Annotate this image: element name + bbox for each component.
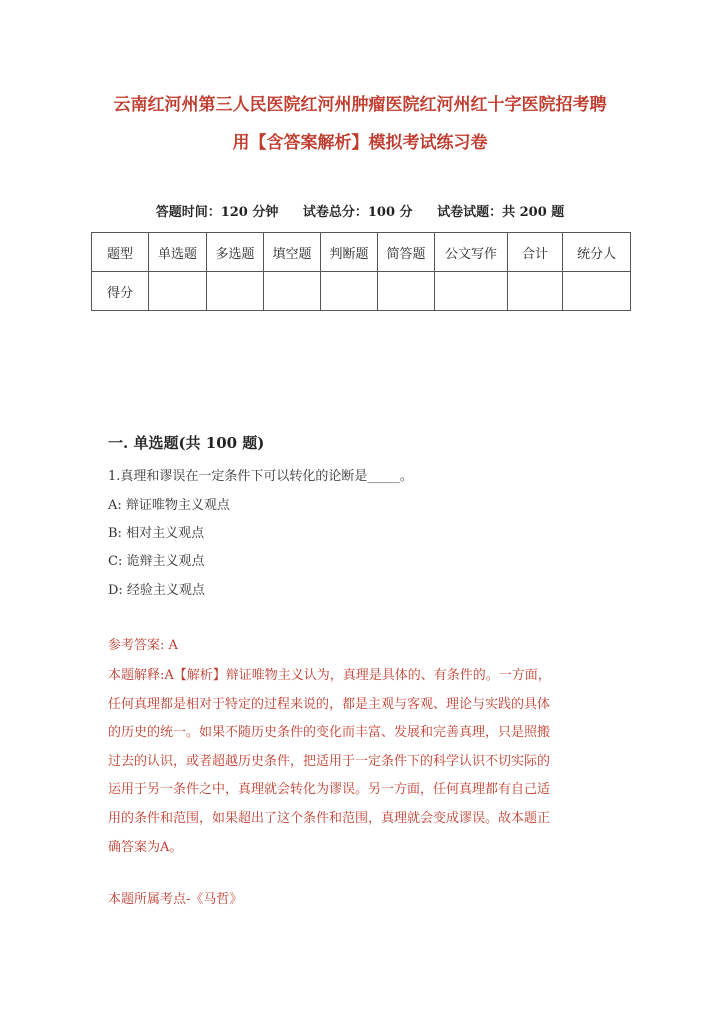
table-header-cell: 公文写作 — [435, 233, 508, 272]
table-header-cell: 合计 — [508, 233, 563, 272]
score-row-label: 得分 — [92, 272, 149, 311]
table-header-cell: 简答题 — [378, 233, 435, 272]
option-a: A: 辩证唯物主义观点 — [108, 498, 230, 513]
option-b: B: 相对主义观点 — [108, 526, 205, 541]
table-header-cell: 题型 — [92, 233, 149, 272]
question-stem: 1.真理和谬误在一定条件下可以转化的论断是_____。 — [108, 469, 413, 484]
score-cell — [435, 272, 508, 311]
score-cell — [563, 272, 631, 311]
score-cell — [508, 272, 563, 311]
analysis-line: 任何真理都是相对于特定的过程来说的，都是主观与客观、理论与实践的具体 — [108, 696, 551, 712]
reference-answer: 参考答案: A — [108, 638, 178, 653]
score-table-score-row — [92, 272, 631, 311]
table-header-cell: 填空题 — [264, 233, 321, 272]
score-cell — [207, 272, 264, 311]
option-c: C: 诡辩主义观点 — [108, 554, 205, 569]
table-header-cell: 多选题 — [207, 233, 264, 272]
score-cell — [264, 272, 321, 311]
score-table-header-row — [92, 233, 631, 272]
exam-meta — [0, 201, 720, 220]
document-title-line2: 用【含答案解析】模拟考试练习卷 — [232, 133, 488, 153]
analysis-line: 过去的认识，或者超越历史条件，把适用于一定条件下的科学认识不切实际的 — [108, 753, 551, 769]
score-cell — [149, 272, 207, 311]
analysis-line: 运用于另一条件之中，真理就会转化为谬误。另一方面，任何真理都有自己适 — [108, 782, 551, 798]
knowledge-point: 本题所属考点-《马哲》 — [108, 892, 243, 907]
score-cell — [321, 272, 378, 311]
score-table — [91, 232, 631, 311]
table-header-cell: 统分人 — [563, 233, 631, 272]
answer-analysis — [108, 662, 612, 862]
analysis-line: 的历史的统一。如果不随历史条件的变化而丰富、发展和完善真理，只是照搬 — [108, 725, 551, 741]
exam-total-score: 试卷总分：100 分 — [302, 205, 413, 220]
option-d: D: 经验主义观点 — [108, 583, 205, 598]
analysis-line: 确答案为A。 — [108, 839, 183, 855]
analysis-line: 本题解释:A【解析】辩证唯物主义认为，真理是具体的、有条件的。一方面， — [108, 668, 551, 683]
document-title-line1: 云南红河州第三人民医院红河州肿瘤医院红河州红十字医院招考聘 — [113, 95, 607, 115]
score-cell — [378, 272, 435, 311]
exam-time: 答题时间：120 分钟 — [155, 205, 279, 220]
section-title: 一. 单选题(共 100 题) — [108, 434, 265, 452]
exam-question-count: 试卷试题：共 200 题 — [437, 205, 565, 220]
table-header-cell: 判断题 — [321, 233, 378, 272]
analysis-line: 用的条件和范围，如果超出了这个条件和范围，真理就会变成谬误。故本题正 — [108, 810, 551, 826]
table-header-cell: 单选题 — [149, 233, 207, 272]
